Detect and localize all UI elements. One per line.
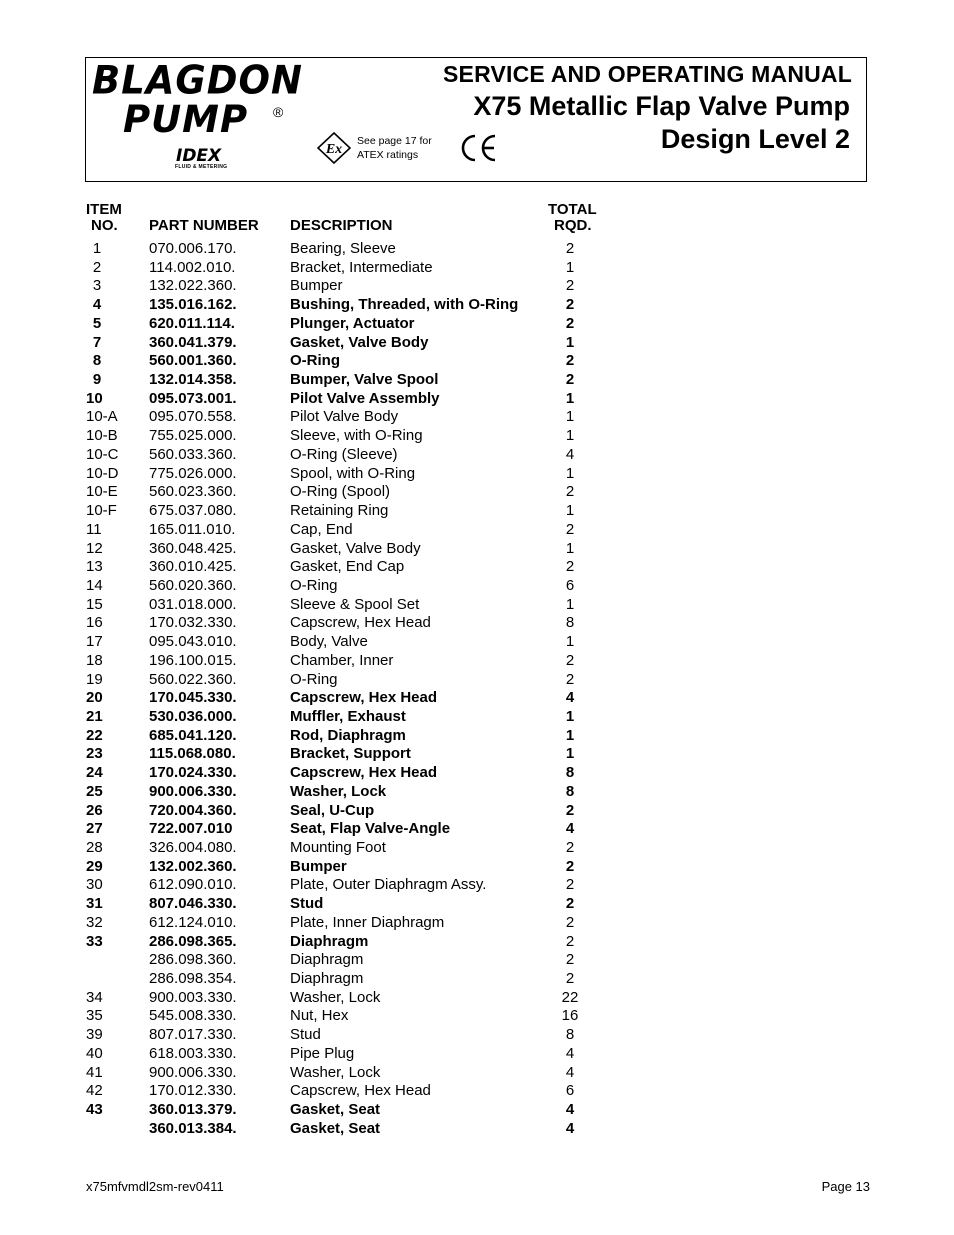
table-row [0,352,954,371]
part-number: 170.012.330. [149,1082,237,1100]
description: Diaphragm [290,951,364,969]
part-number: 286.098.354. [149,970,237,988]
part-number: 545.008.330. [149,1007,237,1025]
item-no: 35 [86,1007,103,1025]
table-row [0,446,954,465]
description: Gasket, Valve Body [290,539,421,557]
table-row [0,315,954,334]
part-number: 031.018.000. [149,595,237,613]
item-no: 10-D [86,464,119,482]
part-number: 095.070.558. [149,408,237,426]
column-header-rqd: RQD. [554,217,592,234]
quantity: 8 [565,1026,575,1044]
description: Retaining Ring [290,502,389,520]
description: Sleeve & Spool Set [290,595,420,613]
item-no: 20 [86,689,103,707]
part-number: 170.032.330. [149,614,237,632]
description: Sleeve, with O-Ring [290,427,423,445]
description: O-Ring (Spool) [290,483,391,501]
item-no: 10 [86,389,103,407]
item-no: 15 [86,595,103,613]
description: Diaphragm [290,970,364,988]
item-no: 2 [92,258,102,276]
item-no: 9 [92,371,102,389]
registered-mark: ® [273,104,284,120]
svg-text:Ex: Ex [325,142,343,157]
description: Bracket, Intermediate [290,258,433,276]
parts-list [0,240,954,1139]
table-row [0,277,954,296]
part-number: 900.006.330. [149,782,237,800]
part-number: 807.046.330. [149,895,237,913]
item-no: 41 [86,1063,103,1081]
logo-blagdon: BLAGDON [92,57,303,104]
table-row [0,465,954,484]
part-number: 360.010.425. [149,558,237,576]
quantity: 2 [565,651,575,669]
part-number: 612.124.010. [149,913,237,931]
column-header-total: TOTAL [548,201,597,218]
quantity: 2 [565,352,575,370]
quantity: 1 [565,408,575,426]
atex-note-line1: See page 17 for [357,135,432,147]
table-row [0,970,954,989]
item-no: 43 [86,1101,103,1119]
part-number: 612.090.010. [149,876,237,894]
description: Bracket, Support [290,745,411,763]
quantity: 2 [565,951,575,969]
atex-note-line2: ATEX ratings [357,149,419,161]
part-number: 807.017.330. [149,1026,237,1044]
table-row [0,839,954,858]
description: Gasket, Seat [290,1119,381,1137]
table-row [0,521,954,540]
description: Capscrew, Hex Head [290,614,431,632]
quantity: 2 [565,857,575,875]
part-number: 114.002.010. [149,258,236,276]
part-number: 095.073.001. [149,389,237,407]
table-row [0,596,954,615]
description: Mounting Foot [290,839,386,856]
description: Stud [290,895,324,913]
part-number: 196.100.015. [149,651,237,669]
table-row [0,408,954,427]
description: O-Ring [290,352,340,370]
description: Capscrew, Hex Head [290,689,438,707]
column-header-part-number: PART NUMBER [149,217,259,234]
item-no: 10-F [86,502,117,520]
table-row [0,427,954,446]
part-number: 560.023.360. [149,483,237,501]
table-row [0,820,954,839]
column-header-description: DESCRIPTION [290,217,393,234]
table-row [0,689,954,708]
table-row [0,933,954,952]
quantity: 2 [565,970,575,988]
item-no: 8 [92,352,102,370]
table-row [0,558,954,577]
item-no: 29 [86,857,103,875]
quantity: 1 [565,707,575,725]
table-row [0,540,954,559]
quantity: 1 [565,502,575,520]
quantity: 8 [565,614,575,632]
item-no: 24 [86,764,103,782]
part-number: 070.006.170. [149,240,237,257]
part-number: 360.048.425. [149,539,237,557]
quantity: 2 [565,839,575,856]
atex-ex-icon [317,132,351,164]
item-no: 32 [86,913,103,931]
item-no: 34 [86,988,103,1006]
part-number: 900.003.330. [149,988,237,1006]
description: Muffler, Exhaust [290,707,406,725]
table-row [0,577,954,596]
table-row [0,989,954,1008]
part-number: 560.033.360. [149,445,237,463]
idex-subtitle: FLUID & METERING [175,164,228,170]
part-number: 095.043.010. [149,633,237,651]
table-row [0,1082,954,1101]
quantity: 2 [565,314,575,332]
description: Bearing, Sleeve [290,240,396,257]
quantity: 1 [565,389,575,407]
quantity: 1 [565,726,575,744]
item-no: 14 [86,576,103,594]
part-number: 170.024.330. [149,764,237,782]
part-number: 755.025.000. [149,427,237,445]
part-number: 530.036.000. [149,707,237,725]
description: Washer, Lock [290,1063,381,1081]
quantity: 6 [565,1082,575,1100]
description: O-Ring [290,576,338,594]
quantity: 2 [565,895,575,913]
quantity: 1 [565,539,575,557]
part-number: 165.011.010. [149,520,236,538]
part-number: 560.020.360. [149,576,237,594]
item-no: 27 [86,820,103,838]
table-row [0,296,954,315]
quantity: 2 [565,277,575,295]
item-no: 10-E [86,483,118,501]
item-no: 23 [86,745,103,763]
description: Pipe Plug [290,1044,355,1062]
quantity: 2 [565,371,575,389]
table-row [0,876,954,895]
part-number: 115.068.080. [149,745,236,763]
table-row [0,1064,954,1083]
description: O-Ring (Sleeve) [290,445,398,463]
item-no: 18 [86,651,103,669]
quantity: 2 [565,296,575,314]
quantity: 2 [565,240,575,257]
table-row [0,802,954,821]
logo-pump: PUMP [123,98,249,141]
description: Stud [290,1026,321,1044]
part-number: 360.013.384. [149,1119,237,1137]
quantity: 4 [565,820,575,838]
description: Bushing, Threaded, with O-Ring [290,296,519,314]
part-number: 685.041.120. [149,726,237,744]
quantity: 2 [565,913,575,931]
quantity: 1 [565,595,575,613]
table-row [0,633,954,652]
part-number: 360.041.379. [149,333,237,351]
header-box [85,57,867,182]
quantity: 2 [565,483,575,501]
quantity: 1 [565,633,575,651]
part-number: 286.098.360. [149,951,237,969]
part-number: 360.013.379. [149,1101,237,1119]
table-row [0,502,954,521]
quantity: 2 [565,558,575,576]
item-no: 31 [86,895,103,913]
quantity: 1 [565,464,575,482]
table-row [0,240,954,259]
table-row [0,1045,954,1064]
quantity: 2 [565,801,575,819]
document-code: x75mfvmdl2sm-rev0411 [86,1179,224,1194]
item-no: 17 [86,633,103,651]
item-no: 16 [86,614,103,632]
item-no: 7 [92,333,102,351]
item-no: 25 [86,782,103,800]
ce-mark-icon [458,132,498,164]
table-row [0,914,954,933]
item-no: 28 [86,839,103,856]
description: Plunger, Actuator [290,314,415,332]
description: Washer, Lock [290,988,381,1006]
quantity: 2 [565,520,575,538]
table-row [0,334,954,353]
quantity: 16 [561,1007,579,1025]
table-row [0,951,954,970]
description: Bumper, Valve Spool [290,371,439,389]
description: Cap, End [290,520,353,538]
item-no: 10-B [86,427,118,445]
item-no: 12 [86,539,103,557]
description: Gasket, Seat [290,1101,381,1119]
description: O-Ring [290,670,338,688]
part-number: 132.022.360. [149,277,237,295]
description: Seal, U-Cup [290,801,375,819]
description: Capscrew, Hex Head [290,1082,431,1100]
quantity: 22 [561,988,579,1006]
quantity: 8 [565,782,575,800]
table-row [0,671,954,690]
item-no: 13 [86,558,103,576]
idex-logo: IDEX [176,146,222,166]
table-row [0,483,954,502]
description: Rod, Diaphragm [290,726,406,744]
part-number: 326.004.080. [149,839,237,856]
part-number: 900.006.330. [149,1063,237,1081]
quantity: 4 [565,1119,575,1137]
description: Body, Valve [290,633,368,651]
quantity: 4 [565,1101,575,1119]
item-no: 33 [86,932,103,950]
table-row [0,1026,954,1045]
part-number: 675.037.080. [149,502,237,520]
quantity: 1 [565,333,575,351]
table-row [0,1101,954,1120]
description: Plate, Inner Diaphragm [290,913,445,931]
item-no: 4 [92,296,102,314]
part-number: 170.045.330. [149,689,237,707]
description: Nut, Hex [290,1007,349,1025]
item-no: 5 [92,314,102,332]
table-row [0,614,954,633]
quantity: 4 [565,445,575,463]
quantity: 2 [565,670,575,688]
item-no: 40 [86,1044,103,1062]
quantity: 1 [565,427,575,445]
table-row [0,259,954,278]
item-no: 1 [92,240,102,257]
table-row [0,1007,954,1026]
quantity: 2 [565,876,575,894]
atex-note [357,134,432,162]
description: Gasket, Valve Body [290,333,429,351]
table-row [0,858,954,877]
part-number: 560.022.360. [149,670,237,688]
quantity: 1 [565,745,575,763]
table-row [0,390,954,409]
item-no: 19 [86,670,103,688]
item-no: 10-C [86,445,119,463]
part-number: 135.016.162. [149,296,237,314]
description: Capscrew, Hex Head [290,764,438,782]
part-number: 722.007.010 [149,820,233,838]
table-row [0,745,954,764]
description: Spool, with O-Ring [290,464,416,482]
part-number: 132.014.358. [149,371,237,389]
item-no: 42 [86,1082,103,1100]
quantity: 4 [565,1044,575,1062]
description: Washer, Lock [290,782,387,800]
description: Gasket, End Cap [290,558,405,576]
description: Bumper [290,857,347,875]
item-no: 26 [86,801,103,819]
description: Plate, Outer Diaphragm Assy. [290,876,487,894]
part-number: 618.003.330. [149,1044,237,1062]
column-header-item: ITEM [86,201,122,218]
description: Bumper [290,277,343,295]
quantity: 6 [565,576,575,594]
item-no: 11 [86,520,102,538]
design-level-title: Design Level 2 [660,124,850,154]
table-row [0,652,954,671]
part-number: 132.002.360. [149,857,237,875]
table-row [0,727,954,746]
quantity: 2 [565,932,575,950]
quantity: 4 [565,689,575,707]
description: Diaphragm [290,932,369,950]
table-row [0,371,954,390]
page-number: Page 13 [821,1179,870,1194]
description: Seat, Flap Valve-Angle [290,820,451,838]
part-number: 620.011.114. [149,314,235,332]
part-number: 560.001.360. [149,352,237,370]
table-row [0,895,954,914]
description: Pilot Valve Body [290,408,399,426]
part-number: 720.004.360. [149,801,237,819]
quantity: 1 [565,258,575,276]
item-no: 3 [92,277,102,295]
description: Chamber, Inner [290,651,394,669]
description: Pilot Valve Assembly [290,389,440,407]
part-number: 286.098.365. [149,932,237,950]
manual-title: SERVICE AND OPERATING MANUAL [443,61,852,87]
part-number: 775.026.000. [149,464,237,482]
item-no: 21 [86,707,103,725]
table-row [0,764,954,783]
item-no: 30 [86,876,103,894]
table-row [0,1120,954,1139]
pump-model-title: X75 Metallic Flap Valve Pump [473,91,850,121]
item-no: 22 [86,726,103,744]
table-row [0,783,954,802]
quantity: 4 [565,1063,575,1081]
column-header-no: NO. [91,217,118,234]
quantity: 8 [565,764,575,782]
item-no: 39 [86,1026,103,1044]
item-no: 10-A [86,408,118,426]
table-row [0,708,954,727]
